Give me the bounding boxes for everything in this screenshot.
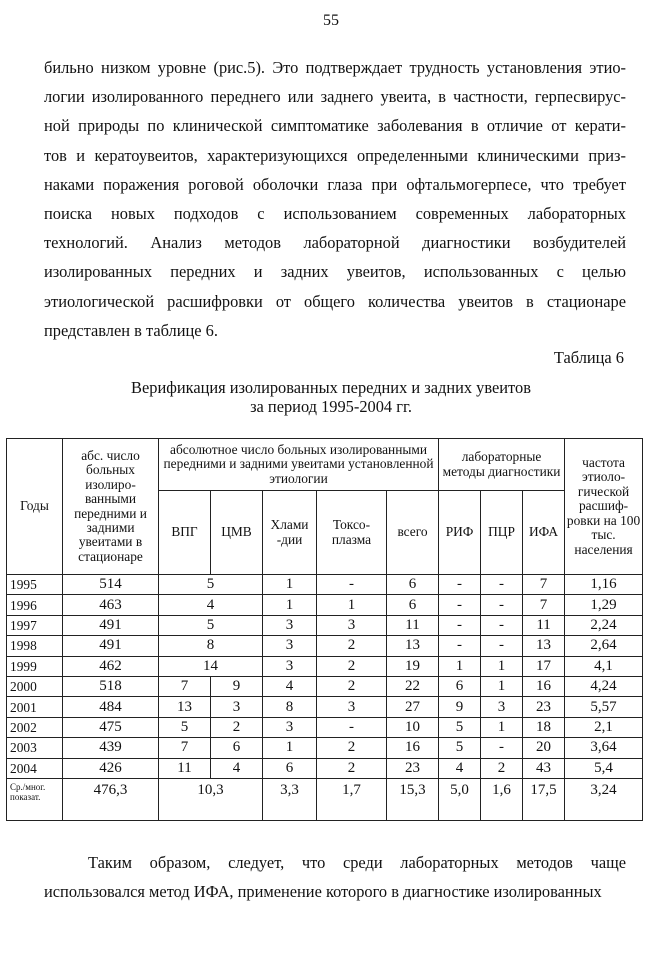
cell-abs: 491: [63, 636, 159, 656]
text-line: бильно низком уровне (рис.5). Это подтверждает трудность установления этио-: [44, 58, 626, 77]
cell-pcr: 1,6: [481, 778, 523, 820]
cell-frequency: 2,64: [565, 636, 643, 656]
cell-frequency: 2,1: [565, 717, 643, 737]
cell-cmv: 4: [211, 758, 263, 778]
cell-chlamydia: 3: [263, 717, 317, 737]
cell-toxoplasma: 2: [317, 676, 387, 696]
cell-toxoplasma: 3: [317, 697, 387, 717]
cell-abs: 484: [63, 697, 159, 717]
cell-rif: 6: [439, 676, 481, 696]
table-row: [7, 697, 643, 717]
table-row: [7, 758, 643, 778]
header-chlamydia: Хлами -дии: [263, 491, 317, 575]
cell-pcr: 1: [481, 676, 523, 696]
header-vpg: ВПГ: [159, 491, 211, 575]
cell-frequency: 1,16: [565, 575, 643, 595]
text-line: поиска новых подходов с использованием современных лабораторных: [44, 204, 626, 224]
cell-chlamydia: 6: [263, 758, 317, 778]
text-line: этиологической расшифровки от общего количества увеитов в стационаре: [44, 291, 626, 311]
table-title-line: Верификация изолированных передних и задних увеитов: [131, 378, 531, 397]
cell-ifa: 16: [523, 676, 565, 696]
cell-toxoplasma: 2: [317, 738, 387, 758]
cell-year: 1995: [7, 575, 63, 595]
cell-ifa: 13: [523, 636, 565, 656]
cell-total: 13: [387, 636, 439, 656]
cell-year: 2001: [7, 697, 63, 717]
cell-chlamydia: 4: [263, 676, 317, 696]
table-row: [7, 636, 643, 656]
cell-cmv: 3: [211, 697, 263, 717]
cell-rif: -: [439, 615, 481, 635]
cell-pcr: 3: [481, 697, 523, 717]
cell-total: 11: [387, 615, 439, 635]
header-cmv: ЦМВ: [211, 491, 263, 575]
cell-abs: 514: [63, 575, 159, 595]
cell-rif: 9: [439, 697, 481, 717]
cell-cmv: 9: [211, 676, 263, 696]
header-years: Годы: [7, 439, 63, 575]
cell-ifa: 7: [523, 575, 565, 595]
cell-vpg: 5: [159, 717, 211, 737]
cell-total: 19: [387, 656, 439, 676]
cell-year: 2000: [7, 676, 63, 696]
cell-year: 1996: [7, 595, 63, 615]
cell-total: 23: [387, 758, 439, 778]
cell-toxoplasma: 2: [317, 636, 387, 656]
cell-chlamydia: 8: [263, 697, 317, 717]
cell-rif: 5: [439, 738, 481, 758]
cell-toxoplasma: 2: [317, 758, 387, 778]
cell-rif: 4: [439, 758, 481, 778]
text-line: логии изолированного переднего или заднего увеита, в частности, герпесвирус-: [44, 87, 626, 107]
cell-pcr: -: [481, 615, 523, 635]
cell-pcr: 1: [481, 717, 523, 737]
header-frequency: частота этиоло-гической расшиф-ровки на 100 тыс. населения: [565, 439, 643, 575]
paragraph-top: [44, 53, 626, 345]
cell-ifa: 43: [523, 758, 565, 778]
verification-table: [6, 438, 643, 821]
table-row: [7, 717, 643, 737]
cell-year: 2002: [7, 717, 63, 737]
header-total: всего: [387, 491, 439, 575]
cell-ifa: 11: [523, 615, 565, 635]
cell-frequency: 3,24: [565, 778, 643, 820]
cell-vpg-cmv: 10,3: [159, 778, 263, 820]
cell-cmv: 6: [211, 738, 263, 758]
cell-frequency: 4,1: [565, 656, 643, 676]
table-row: [7, 595, 643, 615]
cell-toxoplasma: 3: [317, 615, 387, 635]
cell-chlamydia: 3: [263, 656, 317, 676]
cell-total: 10: [387, 717, 439, 737]
cell-chlamydia: 1: [263, 738, 317, 758]
cell-chlamydia: 1: [263, 595, 317, 615]
header-rif: РИФ: [439, 491, 481, 575]
cell-pcr: 1: [481, 656, 523, 676]
cell-vpg-cmv: 4: [159, 595, 263, 615]
cell-toxoplasma: -: [317, 575, 387, 595]
cell-abs: 426: [63, 758, 159, 778]
table-row: [7, 656, 643, 676]
table-summary-row: [7, 778, 643, 820]
table-title-line: за период 1995-2004 гг.: [250, 397, 412, 416]
cell-rif: 5: [439, 717, 481, 737]
cell-abs: 518: [63, 676, 159, 696]
cell-ifa: 17,5: [523, 778, 565, 820]
cell-chlamydia: 3: [263, 636, 317, 656]
text-line: представлен в таблице 6.: [44, 320, 218, 340]
text-line: использовался метод ИФА, применение которого в диагностике изолированных: [44, 882, 602, 902]
header-abs-count: абс. число больных изолиро-ванными передними и задними увеитами в стационаре: [63, 439, 159, 575]
cell-ifa: 7: [523, 595, 565, 615]
cell-year: 1997: [7, 615, 63, 635]
cell-summary-label: Ср./мног. показат.: [7, 778, 63, 820]
text-line: наками поражения роговой оболочки глаза при офтальмогерпесе, что требует: [44, 174, 626, 194]
cell-toxoplasma: 2: [317, 656, 387, 676]
cell-ifa: 23: [523, 697, 565, 717]
cell-abs: 439: [63, 738, 159, 758]
cell-frequency: 5,57: [565, 697, 643, 717]
cell-pcr: -: [481, 595, 523, 615]
cell-vpg: 13: [159, 697, 211, 717]
cell-year: 1998: [7, 636, 63, 656]
cell-toxoplasma: 1,7: [317, 778, 387, 820]
header-pcr: ПЦР: [481, 491, 523, 575]
cell-toxoplasma: 1: [317, 595, 387, 615]
cell-vpg-cmv: 5: [159, 575, 263, 595]
cell-rif: 1: [439, 656, 481, 676]
page-number: 55: [323, 12, 339, 29]
cell-year: 2003: [7, 738, 63, 758]
table-row: [7, 676, 643, 696]
cell-vpg: 7: [159, 738, 211, 758]
table-row: [7, 575, 643, 595]
text-line: Таким образом, следует, что среди лабораторных методов чаще: [88, 853, 626, 872]
cell-vpg-cmv: 5: [159, 615, 263, 635]
header-lab-methods: лабораторные методы диагностики: [439, 439, 565, 491]
cell-ifa: 20: [523, 738, 565, 758]
cell-frequency: 3,64: [565, 738, 643, 758]
cell-rif: -: [439, 595, 481, 615]
cell-pcr: -: [481, 636, 523, 656]
cell-abs: 463: [63, 595, 159, 615]
header-ifa: ИФА: [523, 491, 565, 575]
cell-chlamydia: 3,3: [263, 778, 317, 820]
cell-ifa: 18: [523, 717, 565, 737]
cell-abs: 462: [63, 656, 159, 676]
cell-total: 6: [387, 575, 439, 595]
cell-abs: 476,3: [63, 778, 159, 820]
cell-frequency: 4,24: [565, 676, 643, 696]
cell-vpg-cmv: 14: [159, 656, 263, 676]
cell-vpg: 7: [159, 676, 211, 696]
cell-total: 6: [387, 595, 439, 615]
text-line: ной природы по клинической симптоматике заболевания в отличие от керати-: [44, 116, 626, 136]
text-line: тов и кератоувеитов, характеризующихся определенными клиническими приз-: [44, 145, 626, 165]
cell-total: 27: [387, 697, 439, 717]
cell-rif: -: [439, 575, 481, 595]
paragraph-bottom: [44, 848, 626, 906]
cell-chlamydia: 1: [263, 575, 317, 595]
cell-rif: -: [439, 636, 481, 656]
table-title: [0, 378, 662, 416]
cell-total: 15,3: [387, 778, 439, 820]
cell-abs: 475: [63, 717, 159, 737]
cell-year: 1999: [7, 656, 63, 676]
cell-pcr: -: [481, 575, 523, 595]
cell-toxoplasma: -: [317, 717, 387, 737]
table-row: [7, 738, 643, 758]
text-line: изолированных передних и задних увеитов, использованных с целью: [44, 262, 626, 282]
cell-cmv: 2: [211, 717, 263, 737]
table-row: [7, 615, 643, 635]
cell-rif: 5,0: [439, 778, 481, 820]
cell-pcr: -: [481, 738, 523, 758]
cell-year: 2004: [7, 758, 63, 778]
cell-frequency: 5,4: [565, 758, 643, 778]
cell-frequency: 2,24: [565, 615, 643, 635]
cell-vpg-cmv: 8: [159, 636, 263, 656]
text-line: технологий. Анализ методов лабораторной диагностики возбудителей: [44, 233, 626, 253]
cell-pcr: 2: [481, 758, 523, 778]
table-label: Таблица 6: [553, 348, 624, 367]
cell-frequency: 1,29: [565, 595, 643, 615]
cell-ifa: 17: [523, 656, 565, 676]
header-abs-etiology: абсолютное число больных изолированными передними и задними увеитами установленной этиологии: [159, 439, 439, 491]
header-toxoplasma: Токсо-плазма: [317, 491, 387, 575]
cell-vpg: 11: [159, 758, 211, 778]
cell-total: 22: [387, 676, 439, 696]
cell-chlamydia: 3: [263, 615, 317, 635]
cell-total: 16: [387, 738, 439, 758]
cell-abs: 491: [63, 615, 159, 635]
